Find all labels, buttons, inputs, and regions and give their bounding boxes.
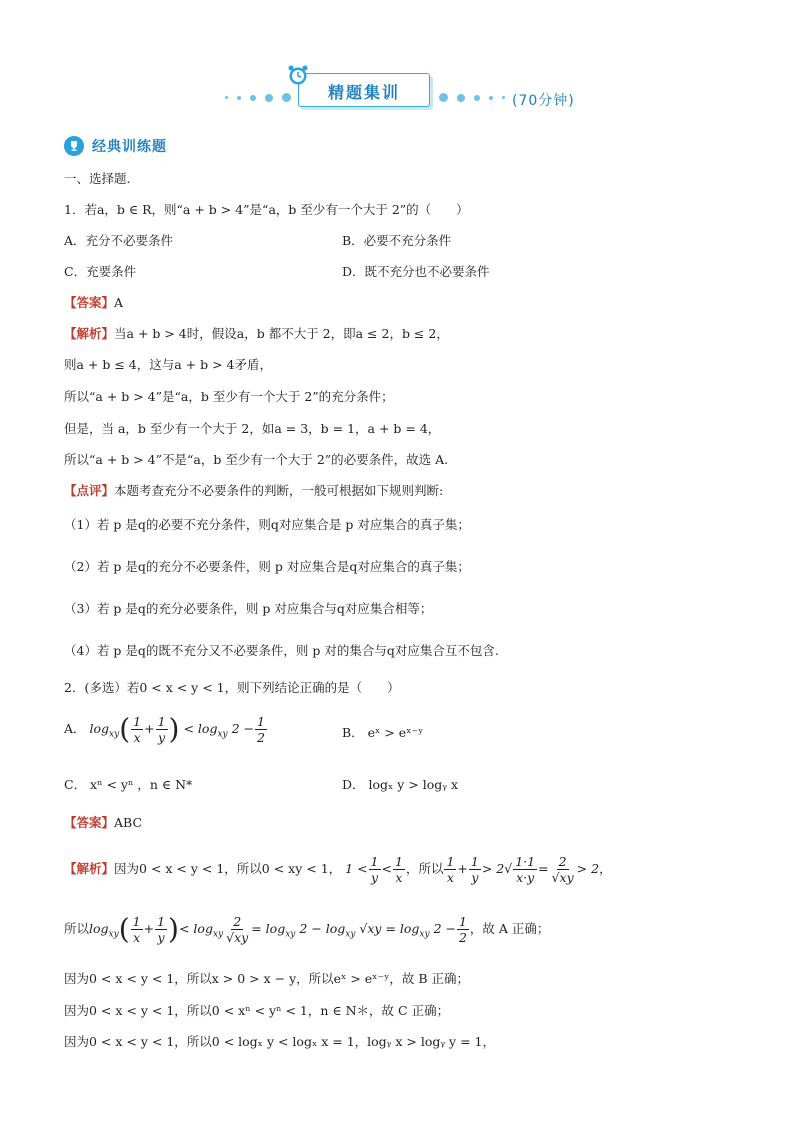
q2-analysis-line-3: 因为0 < x < y < 1，所以x > 0 > x − y，所以eˣ > eˣ⁻ʸ，故 B 正确； xyxy=(64,971,469,986)
banner-time: (70分钟) xyxy=(512,93,575,109)
q2-analysis-line-5: 因为0 < x < y < 1，所以0 < logₓ y < logₓ x = 1，logᵧ x > logᵧ y = 1， xyxy=(64,1034,495,1049)
answer-tag: 【答案】 xyxy=(64,815,115,830)
q1-analysis-line-2: 则a + b ≤ 4，这与a + b > 4矛盾， xyxy=(64,357,272,372)
q2-option-d: D． logₓ y > logᵧ x xyxy=(342,777,459,792)
analysis-tag: 【解析】 xyxy=(64,326,115,341)
q2-option-b: B． eˣ > eˣ⁻ʸ xyxy=(342,725,424,740)
trophy-icon xyxy=(64,136,84,156)
q2-analysis-text-2-end: ，故 A 正确； xyxy=(469,921,550,936)
header-banner xyxy=(225,64,605,114)
q2-answer-value: ABC xyxy=(114,815,143,830)
q2-analysis-line-1: 【解析】因为0 < x < y < 1，所以0 < xy < 1， 1 < $\frac{1}{y}$ < $\frac{1}{x}$ ，所以 $\frac{1}{x}$ + $\frac{1}{y}$ > 2√ $\frac{1\cdot 1}{x\cdot y}$ = $\frac{2}{√xy}$ > 2， xyxy=(64,854,612,885)
section-title: 经典训练题 xyxy=(92,139,167,155)
q1-comment-text: 本题考查充分不必要条件的判断，一般可根据如下规则判断: xyxy=(114,483,444,498)
section-heading xyxy=(64,136,167,156)
q1-analysis-line-4: 但是，当 a，b 至少有一个大于 2，如a = 3，b = 1，a + b = 4， xyxy=(64,421,441,436)
banner-title-box xyxy=(298,73,430,107)
q1-option-d: D．既不充分也不必要条件 xyxy=(342,264,490,279)
decorative-dots-left xyxy=(225,93,291,102)
q2-stem: 2．(多选）若0 < x < y < 1，则下列结论正确的是（ ） xyxy=(64,680,400,695)
q2-analysis-line-2: 所以$\log_{xy}$( $\frac{1}{x}$ + $\frac{1}{y}$ )< $\log_{xy}$ $\frac{2}{√xy}$ = $\log_{xy} 2 - \log_{xy} √xy = \log_{xy} 2$ − $\frac{1}{2}$ ，故 A 正确； xyxy=(64,912,550,946)
banner-title: 精题集训 xyxy=(327,83,400,102)
alarm-clock-icon xyxy=(287,64,309,86)
q2-analysis-text-2: 所以 xyxy=(64,921,90,936)
analysis-tag: 【解析】 xyxy=(64,861,115,876)
q1-analysis-text-1: 当a + b > 4时，假设a，b 都不大于 2，即a ≤ 2，b ≤ 2， xyxy=(114,326,449,341)
q1-comment xyxy=(64,482,443,500)
part-heading: 一、选择题. xyxy=(64,171,131,186)
q1-stem: 1．若a，b ∈ R，则“a + b > 4”是“a，b 至少有一个大于 2”的（ ） xyxy=(64,202,469,217)
q2-analysis-line-4: 因为0 < x < y < 1，所以0 < xⁿ < yⁿ < 1，n ∈ N＊，故 C 正确； xyxy=(64,1003,450,1018)
q1-option-a: A．充分不必要条件 xyxy=(64,233,174,248)
q1-rule-1: （1）若 p 是q的必要不充分条件，则q对应集合是 p 对应集合的真子集； xyxy=(64,517,470,532)
q1-option-b: B．必要不充分条件 xyxy=(342,233,452,248)
q1-rule-3: （3）若 p 是q的充分必要条件，则 p 对应集合与q对应集合相等； xyxy=(64,601,433,616)
q1-option-c: C．充要条件 xyxy=(64,264,137,279)
answer-tag: 【答案】 xyxy=(64,295,115,310)
q1-analysis-line-3: 所以“a + b > 4”是“a，b 至少有一个大于 2”的充分条件； xyxy=(64,389,394,404)
q1-rule-4: （4）若 p 是q的既不充分又不必要条件，则 p 对的集合与q对应集合互不包含. xyxy=(64,643,499,658)
q2-analysis-text-1: 因为0 < x < y < 1，所以0 < xy < 1， xyxy=(114,861,342,876)
q1-analysis-line-1 xyxy=(64,325,449,343)
q1-analysis-line-5: 所以“a + b > 4”不是“a，b 至少有一个大于 2”的必要条件，故选 A. xyxy=(64,452,449,467)
q2-option-a: A． $\log_{xy}$( $\frac{1}{x}$ + $\frac{1}{y}$ ) < $\log_{xy} 2$ − $\frac{1}{2}$ xyxy=(64,712,265,746)
q1-answer-value: A xyxy=(114,295,124,310)
decorative-dots-right xyxy=(439,93,505,102)
comment-tag: 【点评】 xyxy=(64,483,115,498)
q2-option-c: C． xⁿ < yⁿ ，n ∈ N* xyxy=(64,777,193,792)
q2-answer xyxy=(64,814,142,832)
q2-option-a-label: A． xyxy=(64,721,86,736)
q1-rule-2: （2）若 p 是q的充分不必要条件，则 p 对应集合是q对应集合的真子集； xyxy=(64,559,470,574)
q1-answer xyxy=(64,294,123,312)
